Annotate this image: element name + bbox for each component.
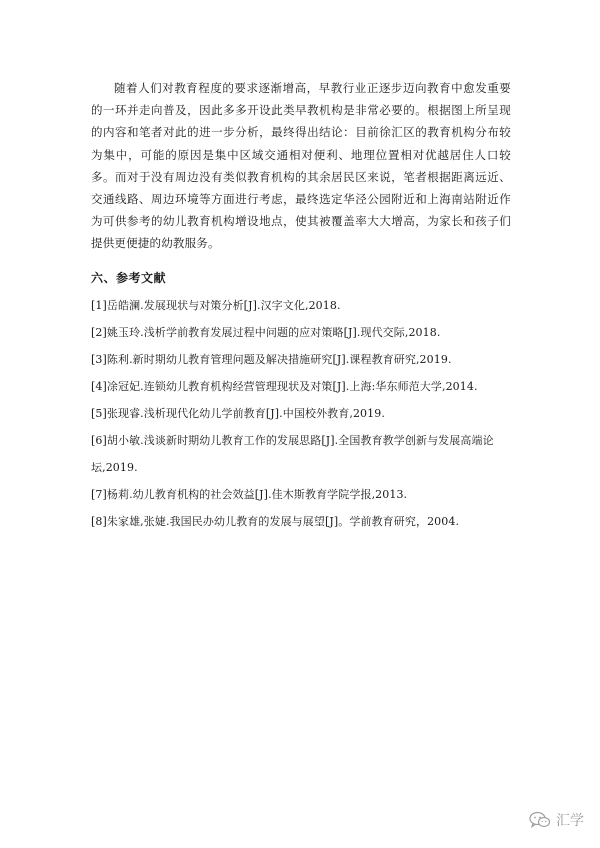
reference-item: [8]朱家雄,张婕.我国民办幼儿教育的发展与展望[J]。学前教育研究，2004.	[91, 515, 460, 528]
reference-item: [5]张现睿.浅析现代化幼儿学前教育[J].中国校外教育,2019.	[91, 407, 385, 420]
reference-item: [7]杨莉.幼儿教育机构的社会效益[J].佳木斯教育学院学报,2013.	[91, 488, 408, 501]
reference-item: [4]凃冠妃.连锁幼儿教育机构经营管理现状及对策[J].上海:华东师范大学,2014.	[91, 380, 478, 393]
reference-item: [1]岳皓澜.发展现状与对策分析[J].汉字文化,2018.	[91, 299, 341, 312]
references-list	[91, 292, 511, 535]
body-paragraph: 随着人们对教育程度的要求逐渐增高，早教行业正逐步迈向教育中愈发重要的一环并走向普及，因此多多开设此类早教机构是非常必要的。根据图上所呈现的内容和笔者对此的进一步分析，最终得出结论：目前徐汇区的教育机构分布较为集中，可能的原因是集中区域交通相对便利、地理位置相对优越居住人口较多。而对于没有周边没有类似教育机构的其余居民区来说，笔者根据距离远近、交通线路、周边环境等方面进行考虑，最终选定华泾公园附近和上海南站附近作为可供参考的幼儿教育机构增设地点，使其被覆盖率大大增高，为家长和孩子们提供更便捷的幼教服务。	[91, 81, 511, 251]
reference-item: [6]胡小敏.浅谈新时期幼儿教育工作的发展思路[J].全国教育教学创新与发展高端论坛,2019.	[91, 434, 494, 474]
references-heading: 六、参考文献	[91, 271, 167, 285]
reference-item: [2]姚玉玲.浅析学前教育发展过程中问题的应对策略[J].现代交际,2018.	[91, 326, 441, 339]
reference-item: [3]陈利.新时期幼儿教育管理问题及解决措施研究[J].课程教育研究,2019.	[91, 353, 452, 366]
wechat-icon	[529, 811, 551, 829]
watermark-text: 汇学	[556, 813, 584, 829]
watermark	[529, 810, 584, 830]
